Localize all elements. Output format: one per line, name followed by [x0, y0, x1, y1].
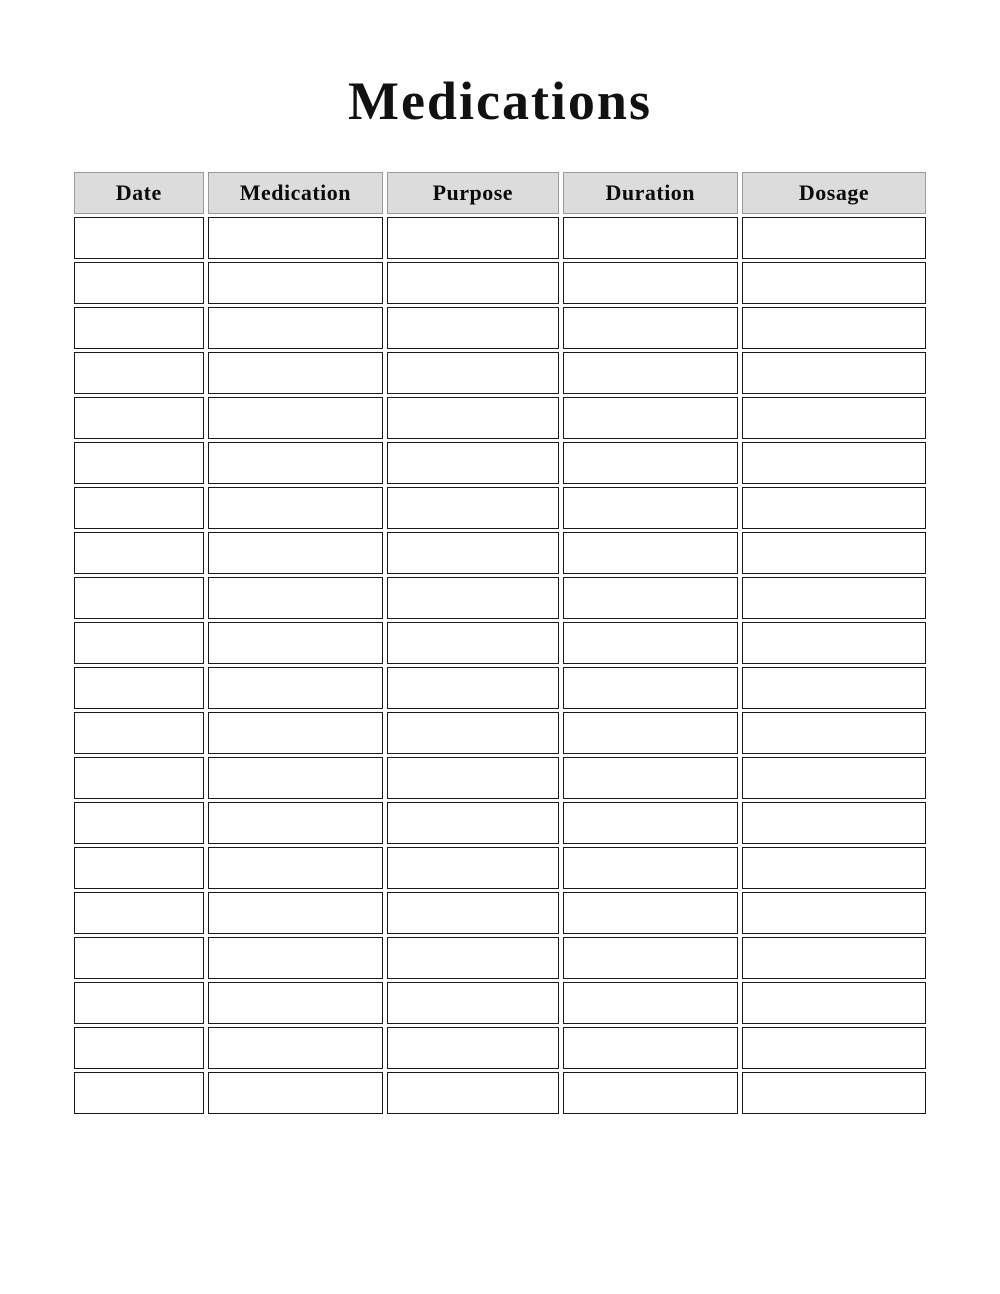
- cell-purpose[interactable]: [387, 1027, 558, 1069]
- cell-date[interactable]: [74, 577, 204, 619]
- table-row: [74, 622, 926, 664]
- cell-medication[interactable]: [208, 352, 384, 394]
- cell-date[interactable]: [74, 217, 204, 259]
- table-body: [74, 217, 926, 1114]
- cell-purpose[interactable]: [387, 937, 558, 979]
- cell-dosage[interactable]: [742, 937, 926, 979]
- cell-duration[interactable]: [563, 397, 739, 439]
- cell-dosage[interactable]: [742, 262, 926, 304]
- cell-dosage[interactable]: [742, 892, 926, 934]
- table-row: [74, 262, 926, 304]
- cell-purpose[interactable]: [387, 982, 558, 1024]
- cell-medication[interactable]: [208, 1027, 384, 1069]
- cell-date[interactable]: [74, 892, 204, 934]
- table-row: [74, 937, 926, 979]
- cell-duration[interactable]: [563, 577, 739, 619]
- cell-purpose[interactable]: [387, 262, 558, 304]
- cell-medication[interactable]: [208, 667, 384, 709]
- cell-medication[interactable]: [208, 217, 384, 259]
- cell-date[interactable]: [74, 352, 204, 394]
- cell-dosage[interactable]: [742, 577, 926, 619]
- cell-date[interactable]: [74, 667, 204, 709]
- table-row: [74, 712, 926, 754]
- cell-date[interactable]: [74, 397, 204, 439]
- cell-medication[interactable]: [208, 847, 384, 889]
- cell-dosage[interactable]: [742, 307, 926, 349]
- cell-medication[interactable]: [208, 712, 384, 754]
- table-row: [74, 847, 926, 889]
- cell-purpose[interactable]: [387, 712, 558, 754]
- cell-medication[interactable]: [208, 397, 384, 439]
- cell-purpose[interactable]: [387, 892, 558, 934]
- cell-dosage[interactable]: [742, 397, 926, 439]
- table-row: [74, 667, 926, 709]
- table-row: [74, 1027, 926, 1069]
- cell-duration[interactable]: [563, 982, 739, 1024]
- cell-medication[interactable]: [208, 487, 384, 529]
- page-title: Medications: [348, 71, 652, 131]
- table-row: [74, 577, 926, 619]
- header-row: [74, 172, 926, 214]
- cell-purpose[interactable]: [387, 667, 558, 709]
- cell-dosage[interactable]: [742, 847, 926, 889]
- cell-dosage[interactable]: [742, 442, 926, 484]
- cell-date[interactable]: [74, 712, 204, 754]
- cell-medication[interactable]: [208, 577, 384, 619]
- cell-purpose[interactable]: [387, 532, 558, 574]
- cell-duration[interactable]: [563, 217, 739, 259]
- cell-duration[interactable]: [563, 352, 739, 394]
- cell-dosage[interactable]: [742, 982, 926, 1024]
- cell-date[interactable]: [74, 1072, 204, 1114]
- cell-dosage[interactable]: [742, 802, 926, 844]
- cell-duration[interactable]: [563, 487, 739, 529]
- cell-date[interactable]: [74, 802, 204, 844]
- cell-medication[interactable]: [208, 757, 384, 799]
- cell-duration[interactable]: [563, 937, 739, 979]
- cell-date[interactable]: [74, 622, 204, 664]
- cell-purpose[interactable]: [387, 847, 558, 889]
- column-header-purpose: Purpose: [387, 172, 558, 214]
- cell-date[interactable]: [74, 307, 204, 349]
- cell-purpose[interactable]: [387, 622, 558, 664]
- cell-dosage[interactable]: [742, 757, 926, 799]
- cell-dosage[interactable]: [742, 532, 926, 574]
- cell-medication[interactable]: [208, 937, 384, 979]
- cell-medication[interactable]: [208, 262, 384, 304]
- cell-medication[interactable]: [208, 1072, 384, 1114]
- cell-duration[interactable]: [563, 532, 739, 574]
- column-header-medication: Medication: [208, 172, 384, 214]
- cell-duration[interactable]: [563, 892, 739, 934]
- cell-date[interactable]: [74, 262, 204, 304]
- table-header: [74, 172, 926, 214]
- cell-medication[interactable]: [208, 307, 384, 349]
- cell-date[interactable]: [74, 982, 204, 1024]
- cell-duration[interactable]: [563, 667, 739, 709]
- cell-medication[interactable]: [208, 442, 384, 484]
- table-row: [74, 352, 926, 394]
- table-row: [74, 532, 926, 574]
- cell-duration[interactable]: [563, 802, 739, 844]
- table-row: [74, 892, 926, 934]
- medications-table: [70, 169, 930, 1117]
- cell-date[interactable]: [74, 1027, 204, 1069]
- cell-dosage[interactable]: [742, 487, 926, 529]
- cell-duration[interactable]: [563, 847, 739, 889]
- cell-date[interactable]: [74, 487, 204, 529]
- cell-date[interactable]: [74, 937, 204, 979]
- column-header-date: Date: [74, 172, 204, 214]
- medications-table-wrapper: [70, 169, 930, 1117]
- cell-purpose[interactable]: [387, 442, 558, 484]
- cell-purpose[interactable]: [387, 577, 558, 619]
- cell-medication[interactable]: [208, 532, 384, 574]
- cell-dosage[interactable]: [742, 712, 926, 754]
- cell-purpose[interactable]: [387, 307, 558, 349]
- cell-medication[interactable]: [208, 892, 384, 934]
- table-row: [74, 1072, 926, 1114]
- cell-duration[interactable]: [563, 1027, 739, 1069]
- cell-dosage[interactable]: [742, 667, 926, 709]
- cell-date[interactable]: [74, 757, 204, 799]
- table-row: [74, 982, 926, 1024]
- cell-purpose[interactable]: [387, 217, 558, 259]
- cell-date[interactable]: [74, 847, 204, 889]
- column-header-duration: Duration: [563, 172, 739, 214]
- cell-purpose[interactable]: [387, 487, 558, 529]
- cell-dosage[interactable]: [742, 622, 926, 664]
- cell-medication[interactable]: [208, 982, 384, 1024]
- table-row: [74, 307, 926, 349]
- column-header-dosage: Dosage: [742, 172, 926, 214]
- cell-purpose[interactable]: [387, 352, 558, 394]
- cell-dosage[interactable]: [742, 1072, 926, 1114]
- cell-purpose[interactable]: [387, 1072, 558, 1114]
- table-row: [74, 442, 926, 484]
- cell-date[interactable]: [74, 532, 204, 574]
- cell-medication[interactable]: [208, 802, 384, 844]
- table-row: [74, 802, 926, 844]
- cell-purpose[interactable]: [387, 397, 558, 439]
- table-row: [74, 217, 926, 259]
- cell-duration[interactable]: [563, 262, 739, 304]
- cell-date[interactable]: [74, 442, 204, 484]
- cell-dosage[interactable]: [742, 217, 926, 259]
- cell-duration[interactable]: [563, 757, 739, 799]
- cell-duration[interactable]: [563, 442, 739, 484]
- cell-dosage[interactable]: [742, 1027, 926, 1069]
- cell-dosage[interactable]: [742, 352, 926, 394]
- table-row: [74, 397, 926, 439]
- table-row: [74, 757, 926, 799]
- cell-duration[interactable]: [563, 307, 739, 349]
- cell-duration[interactable]: [563, 1072, 739, 1114]
- cell-duration[interactable]: [563, 712, 739, 754]
- cell-purpose[interactable]: [387, 757, 558, 799]
- table-row: [74, 487, 926, 529]
- cell-purpose[interactable]: [387, 802, 558, 844]
- cell-medication[interactable]: [208, 622, 384, 664]
- cell-duration[interactable]: [563, 622, 739, 664]
